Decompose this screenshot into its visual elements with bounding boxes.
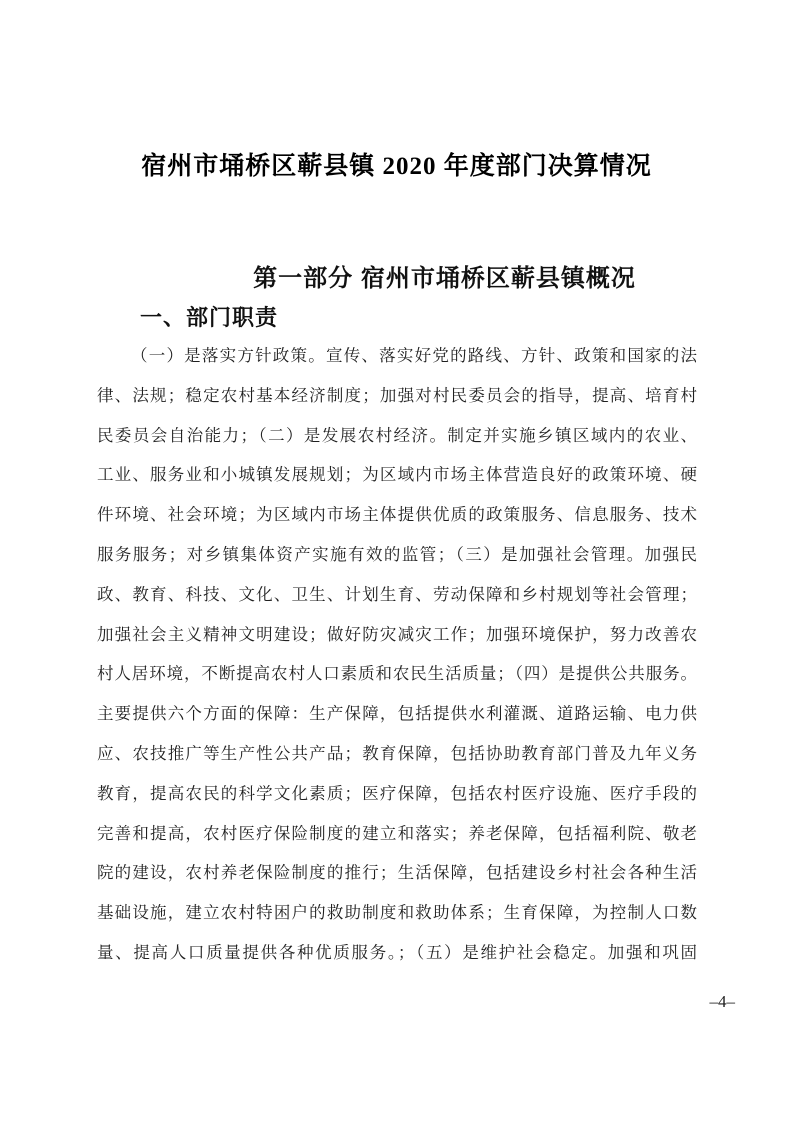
part1-heading: 第一部分 宿州市埇桥区蕲县镇概况 (253, 265, 636, 292)
paragraph-line: 应、农技推广等生产性公共产品；教育保障，包括协助教育部门普及九年义务 (97, 743, 697, 763)
document-title: 宿州市埇桥区蕲县镇 2020 年度部门决算情况 (141, 153, 652, 180)
paragraph-line: 工业、服务业和小城镇发展规划；为区域内市场主体营造良好的政策环境、硬 (97, 465, 697, 485)
paragraph-line: 加强社会主义精神文明建设；做好防灾减灾工作；加强环境保护，努力改善农 (97, 624, 697, 644)
section1-heading: 一、部门职责 (140, 305, 279, 330)
paragraph-line: 院的建设，农村养老保险制度的推行；生活保障，包括建设乡村社会各种生活 (97, 863, 697, 883)
paragraph-line: 政、教育、科技、文化、卫生、计划生育、劳动保障和乡村规划等社会管理； (97, 584, 697, 604)
paragraph-line: 件环境、社会环境；为区域内市场主体提供优质的政策服务、信息服务、技术 (97, 505, 697, 525)
paragraph-line: 教育，提高农民的科学文化素质；医疗保障，包括农村医疗设施、医疗手段的 (97, 783, 697, 803)
paragraph-line: 律、法规；稳定农村基本经济制度；加强对村民委员会的指导，提高、培育村 (97, 385, 697, 405)
paragraph-line: 基础设施，建立农村特困户的救助制度和救助体系；生育保障，为控制人口数 (97, 903, 697, 923)
section1-paragraph (97, 336, 697, 973)
paragraph-line: 民委员会自治能力；（二）是发展农村经济。制定并实施乡镇区域内的农业、 (97, 425, 697, 445)
paragraph-line: （一）是落实方针政策。宣传、落实好党的路线、方针、政策和国家的法 (131, 346, 697, 365)
page-number: –4– (709, 992, 735, 1011)
paragraph-line: 主要提供六个方面的保障：生产保障，包括提供水利灌溉、道路运输、电力供 (97, 704, 697, 724)
paragraph-line: 村人居环境，不断提高农村人口素质和农民生活质量；（四）是提供公共服务。 (97, 664, 697, 684)
paragraph-line: 服务服务；对乡镇集体资产实施有效的监管；（三）是加强社会管理。加强民 (97, 544, 697, 564)
paragraph-line: 量、提高人口质量提供各种优质服务。；（五）是维护社会稳定。加强和巩固 (97, 942, 697, 962)
paragraph-line: 完善和提高，农村医疗保险制度的建立和落实；养老保障，包括福利院、敬老 (97, 823, 697, 843)
